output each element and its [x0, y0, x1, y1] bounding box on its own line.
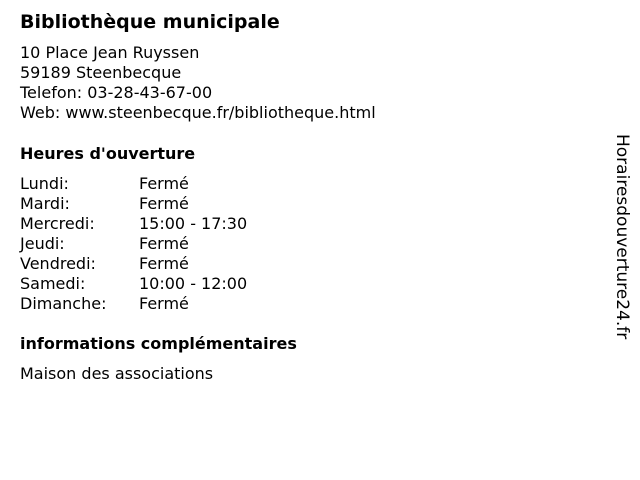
hours-value: 15:00 - 17:30: [139, 214, 248, 233]
phone-number: Telefon: 03-28-43-67-00: [20, 83, 213, 102]
library-name: Bibliothèque municipale: [20, 11, 280, 33]
address-block: [20, 43, 376, 123]
website-link[interactable]: Web: www.steenbecque.fr/bibliotheque.html: [20, 103, 376, 122]
address-city: 59189 Steenbecque: [20, 63, 182, 82]
hours-value: Fermé: [139, 174, 189, 193]
day-label: Jeudi:: [20, 234, 65, 253]
hours-value: Fermé: [139, 254, 189, 273]
day-label: Samedi:: [20, 274, 86, 293]
day-label: Mardi:: [20, 194, 70, 213]
additional-info-text: Maison des associations: [20, 364, 214, 383]
day-label: Lundi:: [20, 174, 69, 193]
hours-value: 10:00 - 12:00: [139, 274, 248, 293]
opening-hours-heading: Heures d'ouverture: [20, 144, 196, 163]
site-watermark: Horairesdouverture24.fr: [612, 134, 632, 340]
day-label: Dimanche:: [20, 294, 107, 313]
day-label: Mercredi:: [20, 214, 95, 233]
address-street: 10 Place Jean Ruyssen: [20, 43, 200, 62]
hours-value: Fermé: [139, 194, 189, 213]
hours-value: Fermé: [139, 294, 189, 313]
hours-value: Fermé: [139, 234, 189, 253]
additional-info-heading: informations complémentaires: [20, 334, 297, 353]
day-label: Vendredi:: [20, 254, 96, 273]
